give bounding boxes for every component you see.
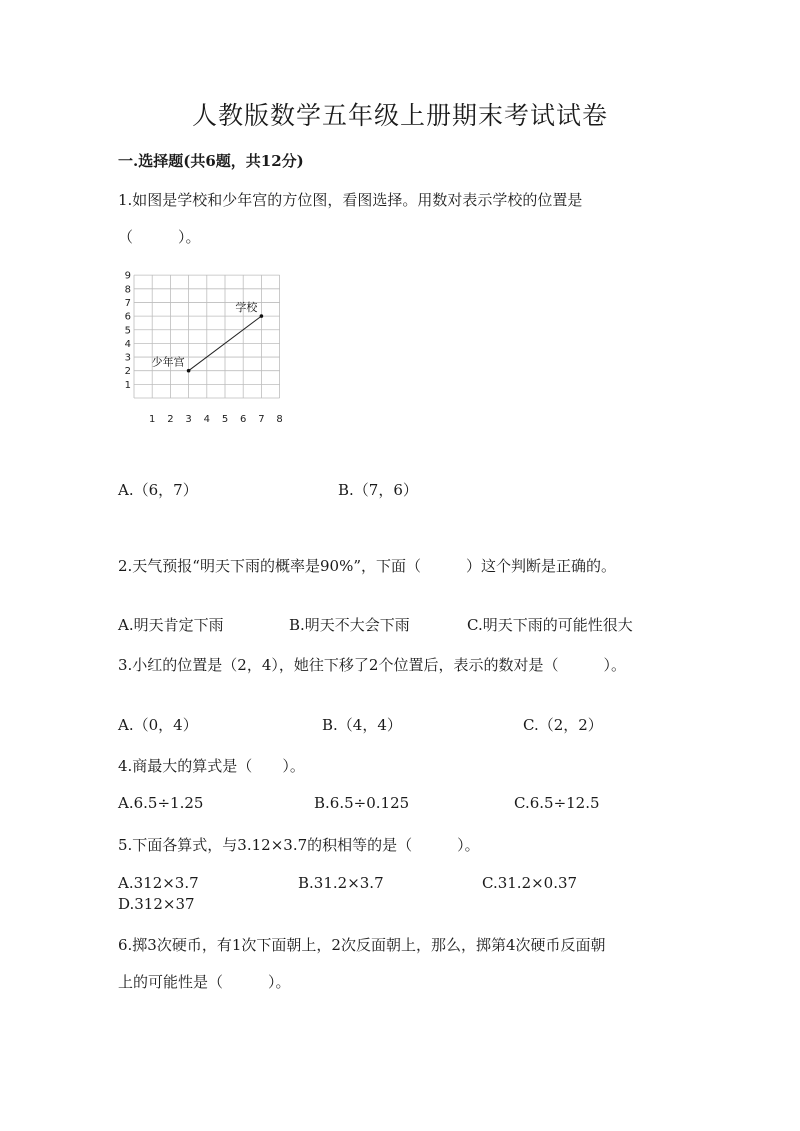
- grid-point-label: 学校: [235, 301, 258, 315]
- grid-y-tick-label: 4: [124, 338, 131, 350]
- grid-y-tick-label: 6: [124, 311, 131, 323]
- grid-x-tick-label: 8: [276, 414, 283, 425]
- question-3-option-b[interactable]: B.（4，4）: [322, 716, 402, 734]
- grid-y-tick-label: 7: [124, 297, 131, 309]
- question-6-line-2: 上的可能性是（ ）。: [118, 973, 291, 991]
- grid-lines: [134, 275, 280, 398]
- grid-y-tick-label: 5: [124, 325, 131, 337]
- grid-y-tick-label: 3: [124, 352, 131, 364]
- question-2-option-c[interactable]: C.明天下雨的可能性很大: [467, 616, 633, 634]
- grid-x-tick-label: 5: [221, 414, 229, 425]
- question-4-option-b[interactable]: B.6.5÷0.125: [314, 794, 410, 812]
- page-title: 人教版数学五年级上册期末考试试卷: [191, 101, 608, 130]
- question-2-line-1: 2.天气预报“明天下雨的概率是90%”，下面（ ）这个判断是正确的。: [118, 557, 616, 575]
- grid-x-tick-label: 7: [258, 414, 265, 425]
- question-4-line-1: 4.商最大的算式是（ ）。: [118, 757, 305, 775]
- grid-points: [152, 300, 264, 372]
- grid-y-tick-label: 2: [124, 366, 131, 378]
- question-3-line-1: 3.小红的位置是（2，4），她往下移了2个位置后，表示的数对是（ ）。: [118, 656, 626, 674]
- question-6-line-1: 6.掷3次硬币，有1次下面朝上，2次反面朝上，那么，掷第4次硬币反面朝: [118, 936, 606, 954]
- grid-y-ticks: [125, 271, 131, 391]
- question-5-option-d[interactable]: D.312×37: [118, 895, 195, 913]
- question-1-line-2: （ ）。: [118, 228, 201, 246]
- question-3-option-a[interactable]: A.（0，4）: [118, 716, 198, 734]
- question-3-option-c[interactable]: C.（2，2）: [523, 716, 603, 734]
- position-grid-figure: [118, 270, 298, 433]
- question-5-option-c[interactable]: C.31.2×0.37: [482, 874, 578, 892]
- grid-x-tick-label: 6: [240, 414, 247, 425]
- question-5-option-b[interactable]: B.31.2×3.7: [298, 874, 384, 892]
- grid-point: [260, 314, 264, 318]
- grid-x-tick-label: 4: [203, 414, 210, 425]
- grid-x-tick-label: 3: [185, 414, 192, 425]
- question-2-option-a[interactable]: A.明天肯定下雨: [118, 616, 224, 634]
- question-4-option-c[interactable]: C.6.5÷12.5: [514, 794, 600, 812]
- question-5-line-1: 5.下面各算式，与3.12×3.7的积相等的是（ ）。: [118, 836, 480, 854]
- question-1-line-1: 1.如图是学校和少年宫的方位图，看图选择。用数对表示学校的位置是: [118, 191, 583, 209]
- grid-point-label: 少年宫: [151, 355, 185, 369]
- grid-y-tick-label: 1: [124, 379, 131, 391]
- grid-x-ticks: [149, 414, 283, 425]
- question-5-option-a[interactable]: A.312×3.7: [118, 874, 199, 892]
- question-2-option-b[interactable]: B.明天不大会下雨: [289, 616, 410, 634]
- section-heading: 一.选择题(共6题，共12分): [118, 152, 304, 170]
- question-1-option-a[interactable]: A.（6，7）: [118, 481, 198, 499]
- grid-point: [187, 369, 191, 373]
- grid-y-tick-label: 8: [124, 284, 131, 296]
- grid-x-tick-label: 2: [167, 414, 174, 425]
- grid-y-tick-label: 9: [124, 270, 131, 282]
- question-1-option-b[interactable]: B.（7，6）: [338, 481, 418, 499]
- question-4-option-a[interactable]: A.6.5÷1.25: [118, 794, 204, 812]
- grid-x-tick-label: 1: [149, 414, 156, 425]
